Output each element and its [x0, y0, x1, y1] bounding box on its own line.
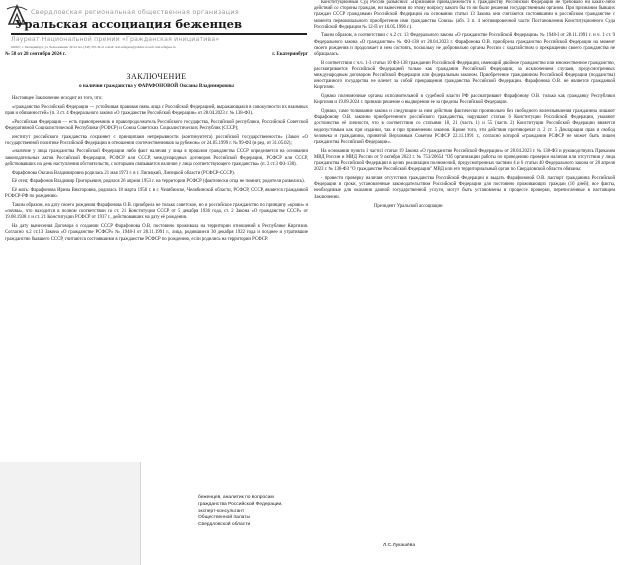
left-paragraph: Настоящее Заключение исходит из того, что: — [12, 95, 103, 101]
signature-line: Президент Уральской ассоциации — [374, 203, 443, 209]
left-paragraph: «Российская Федерация — есть правопреемник и правопродолжатель Российского государства, Российской республики, Российской Советской Федеративной Социалистической Республики (РСФСР) и Союза Советских Социалистических Республик (СССР); — [5, 119, 308, 131]
right-paragraph: - провести проверку наличия отсутствия гражданства Российской Федерации и выдать Фарафоновой О.В. паспорт гражданина Российской Федерации в сроки, установленные законодательством Российской Федерации для постоянно проживающих граждан (10 дней); все факты, необходимые для оказания данной государственной услуги, могут быть установлены в процессе проверки, перечисленные в настоящем Заключении. — [314, 176, 615, 200]
letterhead — [5, 0, 308, 70]
org-top-line: Свердловская региональная общественная организация — [31, 8, 240, 16]
left-paragraph: Фарафонова Оксана Владимировна родилась 21 мая 1973 г. в г. Липецкий, Липецкой области (РСФСР-СССР). — [12, 170, 235, 176]
right-paragraph: Конституционный Суд России разъяснил: «Признание принадлежности к гражданству Российской Федерации не требовало ни каких-либо действий со стороны граждан, ни вынесения по этому вопросу какого бы то ни было решения государственным органом. При признании бывших граждан СССР гражданами Российской Федерации на основании статьи 13 Закона они считаются состоявшими в российском гражданстве с момента первоначального приобретения ими гражданства Союза» (абз. 3 п. 4 мотивировочной части Постановления Конституционного Суда Российской Федерации № 12-П от 16.05.1996 г.). — [314, 0, 615, 30]
signatory-name: Л.С.Лукашёва — [383, 543, 416, 548]
document-city: г. Екатеринбург — [272, 52, 308, 57]
left-column — [5, 0, 308, 245]
address-line: 620027, г. Екатеринбург, ул. Челюскинцев, 29-54 тел. (343) 370-39-21 e-mail: ural-refugees@yandex.ru web: ural-refugees.ru — [11, 45, 176, 49]
right-paragraph: Однако полномочные органы исполнительной и судебной власти РФ рассматривают Фарафонову О.В. только как гражданку Республики Киргизия и 19.09.2024 г. приняли решение о выдворении ее за пределы Российской Федерации. — [314, 94, 615, 106]
signature-page — [140, 462, 620, 565]
right-column — [314, 0, 615, 212]
right-paragraph: В соответствии с ч.ч. 1-3 статьи 10 ФЗ-138 гражданин Российской Федерации, имеющий двойное гражданство или множественное гражданство, рассматривается Российской Федерацией только как гражданин Российской Федерации, за исключением случаев, предусмотренных международным договором Российской Федерации или федеральным законом. Приобретение гражданином Российской Федерации (подданства) иностранного государства не влечет за собой прекращения гражданства Российской Федерации. Фарафонова О.В. не является гражданкой Киргизии. — [314, 60, 615, 91]
header-rule — [11, 33, 307, 35]
document-title: ЗАКЛЮЧЕНИЕ — [126, 72, 187, 81]
document-subject: о наличии гражданства у ФАРАФОНОВОЙ Оксаны Владимировны — [79, 84, 234, 90]
number-date-line — [5, 52, 308, 59]
left-paragraph: институт российского гражданства сохраняет с принципами непрерывности (континуитета) российской государственности» (Закон «О государственной политике Российской Федерации в отношении соотечественников за рубежом» от 24.05.1999 г. № 99-ФЗ (в ред. от 31.05.02); — [5, 134, 308, 146]
signatory-title: беженцев, аналитик по вопросам гражданства Российской Федерации, эксперт-консультант Общественной палаты Свердловской области — [198, 495, 283, 528]
right-paragraph: Таким образом, в соответствии с ч.2 ст. 13 Федерального закона «О гражданстве Российской Федерации» № 1948-I от 28.11.1991 г. и ч. 1 ст. 9 Федерального закона «О гражданстве» № ФЗ-138 от 28.04.2023 г. Фарафонова О.В. приобрела гражданство Российской Федерации на момент своего рождения и продолжает в нем состоять, поскольку не добровольно органы России с ходатайством о прекращении своего гражданства не обращалась. — [314, 33, 615, 57]
left-paragraph: Таким образом, на дату своего рождения Фарафонова О.В. приобрела не только советское, но и российское гражданство по принципу «крови» и «почвы», что находится в полном соответствии со ст. 21 Конституции СССР от 5 декабря 1936 года, ст. 2 Закона «О гражданстве СССР» от 19.08.1938 г. и ст. 21 Конституции РСФСР от 1937 г., действовавших на дату её рождения. — [5, 203, 308, 221]
left-paragraph: На дату вынесения Договора о создании СССР Фарафонова О.В. постоянно проживала на территории отношений к Республике Киргизия. Согласно ч.2 ст.13 Закона «О гражданстве РСФСР» № 1948-I от 28.11.1991 г., лица, родившиеся 30 декабря 1922 года и позднее и утратившие гражданство бывшего СССР, считаются состоявшими в гражданстве РСФСР по рождению, если родились на территории РСФСР. — [5, 224, 308, 242]
left-paragraph: Её отец: Фарафонов Владимир Григорьевич, родился 26 апреля 1953 г. на территории РСФСР (фактически отца не помнит, родители развелись). — [12, 179, 305, 185]
laureate-line: Лауреат Национальной премии «Гражданская инициатива» — [11, 36, 220, 43]
left-paragraph: «наличие у лица гражданства Российской Федерации либо факт наличия у лица в прошлом гражданства СССР определяется на основании законодательных актов Российской Федерации, РСФСР или СССР, международных договоров Российской Федерации, РСФСР или СССР, действовавших на день наступления обстоятельств, с которыми связывается наличие у лица соответствующего гражданства» (п. 2 ст.3 ФЗ-138). — [5, 149, 308, 167]
left-paragraph: «гражданство Российской Федерации — устойчивая правовая связь лица с Российской Федерацией, выражающаяся в совокупности их взаимных прав и обязанностей» (п. 3 ст. 4 Федерального закона «О гражданстве Российской Федерации» от 28.04.2023 г. № 138-ФЗ). — [5, 104, 308, 116]
right-paragraph: Однако, само толкование закона и следующие за ним действия фактически произвольно без свободного волеизъявления гражданина лишают Фарафонову О.В. законно приобретенного российского гражданства, нарушают статью 6 Конституции Российской Федерации, умаляют достоинство её личности, что в соответствии со статьями 18, 21 (часть 1) и 55 (часть 2) Конституции Российской Федерации является недопустимым как при издании, так и при применении законов. Кроме того, эти действия противоречат п. 2 ст. 5 Декларации прав и свобод человека и гражданина, принятой Верховным Советом РСФСР 22.11.1991 г., согласно которой «гражданин РСФСР не может быть лишен гражданства Российской Федерации». — [314, 109, 615, 145]
right-paragraph: На основании пункта 1 части1 статьи 19 Закона «О гражданстве Российской Федерации» от 28.04.2023 г. № 138-ФЗ и руководствуясь Приказом МВД России и МИД России от 9 октября 2023 г. № 753/20654 "Об организации работы по проведению проверки наличия или отсутствия у лица гражданства Российской Федерации в целях реализации полномочий, предусмотренных частями 4 и 6 статьи 40 Федерального закона от 28 апреля 2023 г. № 138-ФЗ "О гражданстве Российской Федерации" МВД или его территориальный орган по Свердловской области обязаны: — [314, 148, 615, 173]
org-name: Уральская ассоциация беженцев — [15, 17, 243, 31]
left-paragraph: Её мать: Фарафонова Ирина Викторовна, родилась 18 марта 1956 г. в г. Челябинске, Челябинской области, РСФСР, СССР, является гражданкой РСФСР-РФ по рождению. — [5, 188, 308, 200]
document-number: № 58 от 28 сентября 2024 г. — [5, 52, 66, 57]
